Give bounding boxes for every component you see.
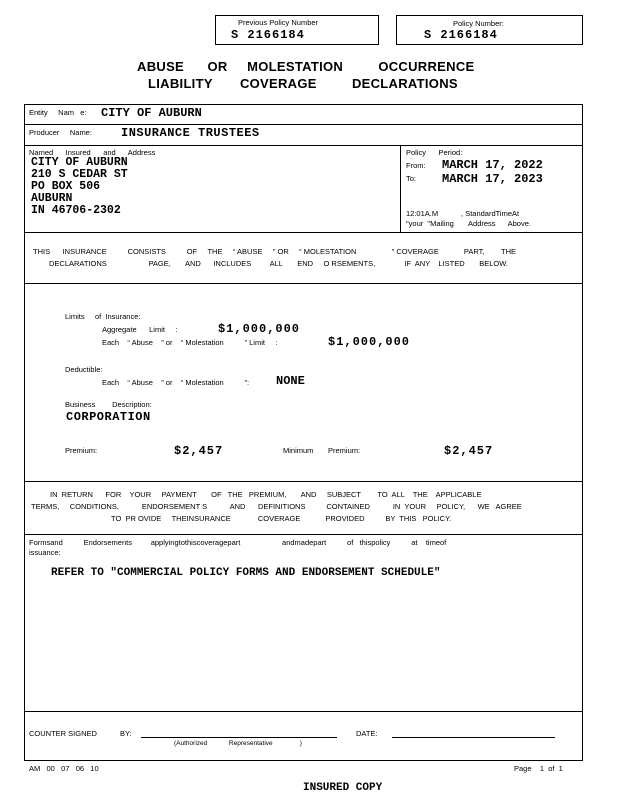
address-line: AUBURN [31, 192, 73, 205]
page-number: Page 1 of 1 [514, 764, 563, 773]
entity-name: CITY OF AUBURN [101, 106, 202, 120]
entity-label: Entity Nam e: [29, 108, 87, 117]
policy-number-box [396, 15, 583, 45]
coverage-statement-line1: THIS INSURANCE CONSISTS OF THE “ ABUSE ” OR “ MOLESTATION ” COVERAGE PART, THE [33, 247, 516, 256]
divider [24, 534, 583, 535]
limits-label: Limits of Insurance: [65, 312, 141, 321]
address-line: 210 S CEDAR ST [31, 168, 128, 181]
minimum-premium-value: $2,457 [444, 444, 494, 458]
divider [24, 232, 583, 233]
aggregate-limit-value: $1,000,000 [218, 322, 301, 336]
previous-policy-label: Previous Policy Number [238, 18, 319, 27]
policy-address-note: "your "Mailing Address Above. [406, 219, 531, 228]
deductible-value: NONE [276, 374, 305, 388]
agreement-line3: TO PR OVIDE THEINSURANCE COVERAGE PROVIDED BY THIS POLICY. [111, 514, 452, 523]
business-description-value: CORPORATION [66, 410, 151, 424]
forms-endorsements-value: REFER TO "COMMERCIAL POLICY FORMS AND ENDORSEMENT SCHEDULE" [51, 567, 441, 579]
forms-endorsements-label: Formsand Endorsements applyingtothiscoveragepart andmadepart of thispolicy at timeof [29, 538, 447, 547]
policy-number: S 2166184 [424, 28, 498, 42]
countersigned-label: COUNTER SIGNED [29, 729, 97, 738]
minimum-premium-label: Minimum Premium: [283, 446, 361, 455]
business-description-label: Business Description: [65, 400, 152, 409]
from-label: From: [406, 161, 426, 170]
form-title-line1: ABUSE OR MOLESTATION OCCURRENCE [137, 59, 475, 74]
agreement-line1: IN RETURN FOR YOUR PAYMENT OF THE PREMIUM, AND SUBJECT TO ALL THE APPLICABLE [50, 490, 482, 499]
authorized-representative-label: (Authorized Representative ) [174, 740, 302, 747]
each-occurrence-limit-value: $1,000,000 [328, 335, 411, 349]
deductible-label: Deductible: [65, 365, 103, 374]
to-label: To: [406, 174, 417, 183]
previous-policy-box [215, 15, 379, 45]
address-line: CITY OF AUBURN [31, 156, 128, 169]
signature-line[interactable] [141, 737, 337, 738]
divider [24, 145, 583, 146]
policy-time-note: 12:01A.M , StandardTimeAt [406, 209, 520, 218]
divider [24, 711, 583, 712]
insured-copy-label: INSURED COPY [303, 782, 383, 794]
producer-name: INSURANCE TRUSTEES [121, 126, 260, 140]
agreement-line2: TERMS, CONDITIONS, ENDORSEMENT S AND DEFINITIONS CONTAINED IN YOUR POLICY, WE AGREE [31, 502, 522, 511]
each-occurrence-limit-label: Each “ Abuse ” or “ Molestation ” Limit : [102, 338, 278, 347]
coverage-statement-line2: DECLARATIONS PAGE, AND INCLUDES ALL END O RSEMENTS, IF ANY LISTED BELOW. [49, 259, 508, 268]
policy-period-label: Policy Period: [406, 148, 463, 157]
forms-endorsements-label-issuance: issuance: [29, 548, 61, 557]
form-number: AM 00 07 06 10 [29, 764, 99, 773]
divider [24, 124, 583, 125]
named-insured-address [31, 157, 128, 217]
divider [24, 283, 583, 284]
address-line: IN 46706-2302 [31, 204, 121, 217]
producer-label: Producer Name: [29, 128, 92, 137]
deductible-each-label: Each “ Abuse ” or “ Molestation ”: [102, 378, 250, 387]
divider [400, 145, 401, 232]
divider [24, 481, 583, 482]
address-line: PO BOX 506 [31, 180, 101, 193]
aggregate-limit-label: Aggregate Limit : [102, 325, 178, 334]
date-label: DATE: [356, 729, 378, 738]
premium-value: $2,457 [174, 444, 224, 458]
named-insured-label: Named Insured and Address [29, 148, 156, 157]
form-title-line2: LIABILITY COVERAGE DECLARATIONS [148, 76, 458, 91]
policy-number-label: Policy Number: [453, 19, 504, 28]
premium-label: Premium: [65, 446, 98, 455]
policy-from-date: MARCH 17, 2022 [442, 158, 543, 172]
previous-policy-number: S 2166184 [231, 28, 305, 42]
date-line[interactable] [392, 737, 555, 738]
policy-to-date: MARCH 17, 2023 [442, 172, 543, 186]
by-label: BY: [120, 729, 132, 738]
